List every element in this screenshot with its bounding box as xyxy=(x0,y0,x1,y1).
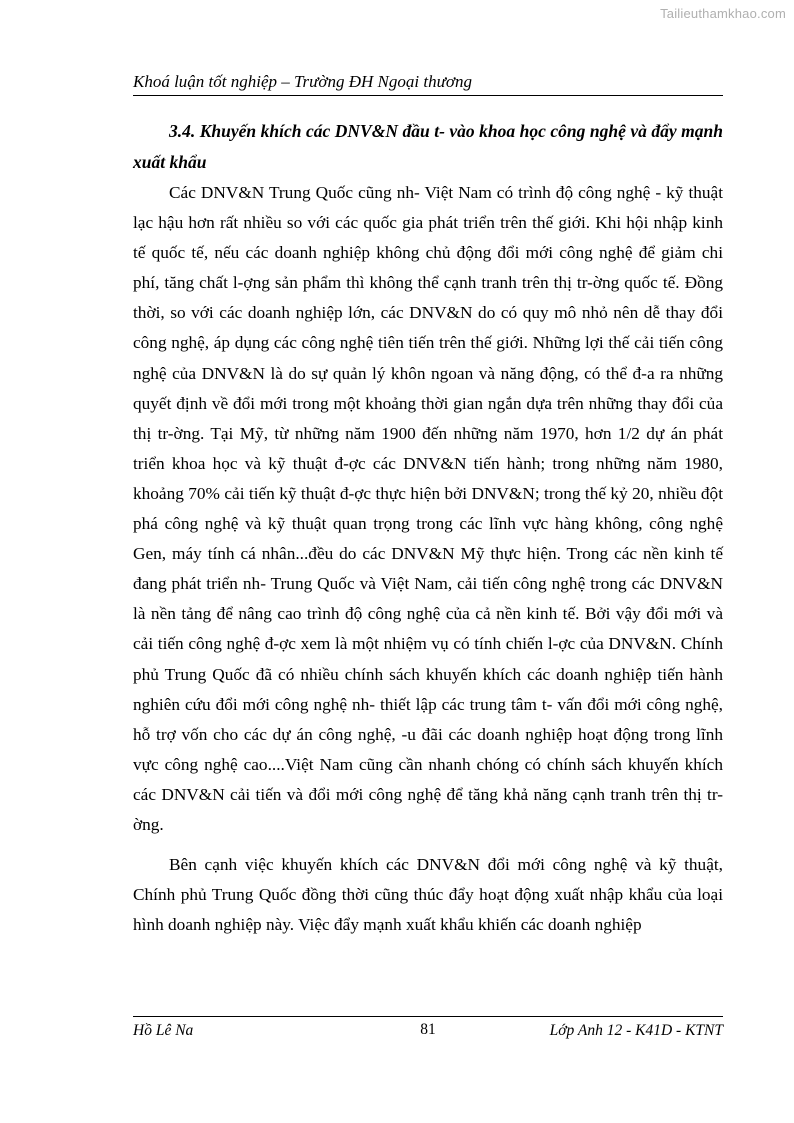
section-heading: 3.4. Khuyến khích các DNV&N đầu t- vào khoa học công nghệ và đẩy mạnh xuất khẩu xyxy=(133,121,723,172)
footer-class-info: Lớp Anh 12 - K41D - KTNT xyxy=(549,1022,723,1039)
watermark-text: Tailieuthamkhao.com xyxy=(660,6,786,21)
body-text xyxy=(133,178,723,940)
footer-author: Hồ Lê Na xyxy=(133,1022,194,1039)
page-number: 81 xyxy=(420,1021,436,1038)
paragraph: Các DNV&N Trung Quốc cũng nh- Việt Nam có trình độ công nghệ - kỹ thuật lạc hậu hơn rất nhiều so với các quốc gia phát triển trên thế giới. Khi hội nhập kinh tế quốc tế, nếu các doanh nghiệp không chủ động đổi mới công nghệ để giảm chi phí, tăng chất l-ợng sản phẩm thì không thể cạnh tranh trên thị tr-ờng quốc tế. Đồng thời, so với các doanh nghiệp lớn, các DNV&N do có quy mô nhỏ nên dễ thay đổi công nghệ, áp dụng các công nghệ tiên tiến trên thế giới. Những lợi thế cải tiến công nghệ của DNV&N là do sự quản lý khôn ngoan và năng động, có thể đ-a ra những quyết định về đổi mới trong một khoảng thời gian ngắn dựa trên những thay đổi của thị tr-ờng. Tại Mỹ, từ những năm 1900 đến những năm 1970, hơn 1/2 dự án phát triển khoa học và kỹ thuật đ-ợc các DNV&N tiến hành; trong những năm 1980, khoảng 70% cải tiến kỹ thuật đ-ợc thực hiện bởi DNV&N; trong thế kỷ 20, nhiều đột phá công nghệ và kỹ thuật quan trọng trong các lĩnh vực hàng không, công nghệ Gen, máy tính cá nhân...đều do các DNV&N Mỹ thực hiện. Trong các nền kinh tế đang phát triển nh- Trung Quốc và Việt Nam, cải tiến công nghệ trong các DNV&N là nền tảng để nâng cao trình độ công nghệ của cả nền kinh tế. Bởi vậy đổi mới và cải tiến công nghệ đ-ợc xem là một nhiệm vụ có tính chiến l-ợc của DNV&N. Chính phủ Trung Quốc đã có nhiều chính sách khuyến khích các doanh nghiệp tiến hành nghiên cứu đổi mới công nghệ nh- thiết lập các trung tâm t- vấn đổi mới công nghệ, hỗ trợ vốn cho các dự án công nghệ, -u đãi các doanh nghiệp hoạt động trong lĩnh vực công nghệ cao....Việt Nam cũng cần nhanh chóng có chính sách khuyến khích các DNV&N cải tiến và đổi mới công nghệ để tăng khả năng cạnh tranh trên thị tr-ờng. xyxy=(133,183,723,834)
page-header: Khoá luận tốt nghiệp – Trường ĐH Ngoại thương xyxy=(133,72,723,96)
page-footer xyxy=(133,1016,723,1041)
paragraph: Bên cạnh việc khuyến khích các DNV&N đổi mới công nghệ và kỹ thuật, Chính phủ Trung Quốc đồng thời cũng thúc đẩy hoạt động xuất nhập khẩu của loại hình doanh nghiệp này. Việc đẩy mạnh xuất khẩu khiến các doanh nghiệp xyxy=(133,855,723,935)
